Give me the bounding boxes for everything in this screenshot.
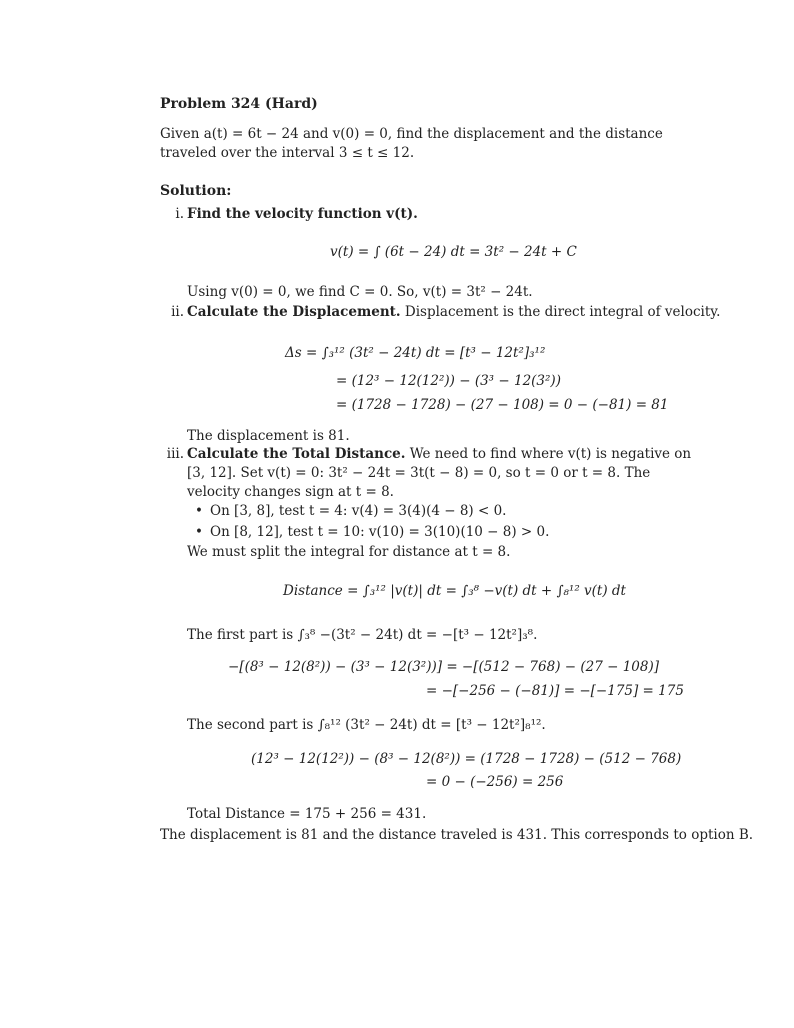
total-distance-text: Total Distance = 175 + 256 = 431. — [187, 806, 427, 822]
second-part-equation: = 0 − (−256) = 256 — [426, 774, 564, 790]
bullet-item: On [8, 12], test t = 10: v(10) = 3(10)(10 − 8) > 0. — [210, 524, 550, 540]
problem-title: Problem 324 (Hard) — [160, 96, 318, 112]
step-heading: Calculate the Displacement. — [187, 304, 401, 320]
first-part-equation: −[(8³ − 12(8²)) − (3³ − 12(3²))] = −[(512 − 768) − (27 − 108)] — [228, 659, 659, 675]
split-text: We must split the integral for distance at t = 8. — [187, 544, 511, 560]
displacement-equation: = (12³ − 12(12²)) − (3³ − 12(3²)) — [336, 373, 561, 389]
step-marker: iii. — [166, 446, 184, 462]
step-marker: ii. — [171, 304, 184, 320]
bullet-item: On [3, 8], test t = 4: v(4) = 3(4)(4 − 8) < 0. — [210, 503, 507, 519]
step-heading: Find the velocity function v(t). — [187, 206, 418, 222]
displacement-equation: Δs = ∫₃¹² (3t² − 24t) dt = [t³ − 12t²]₃¹² — [285, 345, 546, 361]
displacement-equation: = (1728 − 1728) − (27 − 108) = 0 − (−81) = 81 — [336, 397, 669, 413]
bullet-icon: • — [195, 503, 203, 519]
solution-heading: Solution: — [160, 183, 232, 199]
first-part-equation: = −[−256 − (−81)] = −[−175] = 175 — [426, 683, 684, 699]
step-marker: i. — [175, 206, 184, 222]
step-intro: Displacement is the direct integral of velocity. — [404, 304, 721, 320]
second-part-text: The second part is ∫₈¹² (3t² − 24t) dt = [t³ − 12t²]₈¹². — [187, 717, 546, 733]
bullet-icon: • — [195, 524, 203, 540]
distance-equation: Distance = ∫₃¹² |v(t)| dt = ∫₃⁸ −v(t) dt + ∫₈¹² v(t) dt — [283, 583, 626, 599]
second-part-equation: (12³ − 12(12²)) − (8³ − 12(8²)) = (1728 − 1728) − (512 − 768) — [251, 751, 682, 767]
step-intro: We need to find where v(t) is negative on [3, 12]. Set v(t) = 0: 3t² − 24t = 3t(t − 8) = 0, so t = 0 or t = 8. The velocity changes sign at t = 8. — [187, 446, 692, 500]
velocity-equation: v(t) = ∫ (6t − 24) dt = 3t² − 24t + C — [330, 244, 577, 260]
conclusion-text: The displacement is 81 and the distance traveled is 431. This corresponds to option B. — [160, 827, 754, 843]
step-intro-block — [187, 445, 707, 502]
problem-statement: Given a(t) = 6t − 24 and v(0) = 0, find the displacement and the distance traveled over the interval 3 ≤ t ≤ 12. — [160, 126, 663, 161]
step-text: The displacement is 81. — [187, 428, 350, 444]
step-text: Using v(0) = 0, we find C = 0. So, v(t) = 3t² − 24t. — [187, 284, 533, 300]
step-heading: Calculate the Total Distance. — [187, 446, 406, 462]
first-part-text: The first part is ∫₃⁸ −(3t² − 24t) dt = −[t³ − 12t²]₃⁸. — [187, 627, 538, 643]
